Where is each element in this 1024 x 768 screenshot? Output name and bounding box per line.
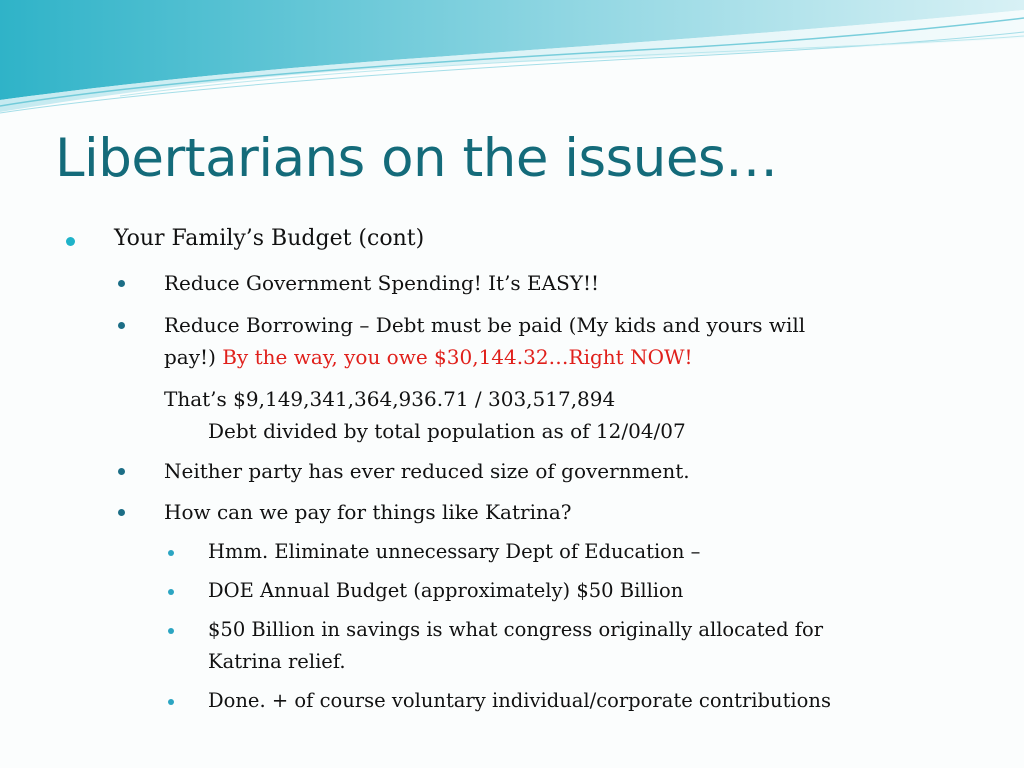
sub-bullet-savings-line1: $50 Billion in savings is what congress originally allocated for xyxy=(208,618,824,641)
debt-calculation-explanation: Debt divided by total population as of 12/04/07 xyxy=(208,419,686,443)
wave-header-decoration xyxy=(0,0,1024,130)
bullet-your-family-budget: Your Family’s Budget (cont) xyxy=(114,226,425,251)
bullet-reduce-borrowing-line1: Reduce Borrowing – Debt must be paid (My kids and yours will xyxy=(164,313,806,337)
bullet-icon xyxy=(66,237,75,246)
sub-bullet-doe-budget: DOE Annual Budget (approximately) $50 Billion xyxy=(208,579,684,602)
bullet-icon xyxy=(168,628,174,634)
bullet-icon xyxy=(168,550,174,556)
bullet-icon xyxy=(168,589,174,595)
bullet-icon xyxy=(118,280,125,287)
sub-bullet-eliminate-doe: Hmm. Eliminate unnecessary Dept of Education – xyxy=(208,540,701,563)
bullet-reduce-borrowing-line2 xyxy=(164,345,693,369)
bullet-pay-for-katrina: How can we pay for things like Katrina? xyxy=(164,500,572,524)
bullet-icon xyxy=(118,468,125,475)
debt-calculation-note: That’s $9,149,341,364,936.71 / 303,517,894 xyxy=(164,387,616,411)
debt-per-person-highlight: By the way, you owe $30,144.32…Right NOW! xyxy=(222,345,693,369)
sub-bullet-savings-line2: Katrina relief. xyxy=(208,650,346,673)
sub-bullet-done: Done. + of course voluntary individual/corporate contributions xyxy=(208,689,831,712)
borrowing-text: pay!) xyxy=(164,345,223,369)
slide-title: Libertarians on the issues… xyxy=(55,128,778,189)
bullet-neither-party: Neither party has ever reduced size of government. xyxy=(164,459,690,483)
bullet-icon xyxy=(168,699,174,705)
bullet-icon xyxy=(118,322,125,329)
bullet-icon xyxy=(118,509,125,516)
bullet-reduce-spending: Reduce Government Spending! It’s EASY!! xyxy=(164,271,600,295)
